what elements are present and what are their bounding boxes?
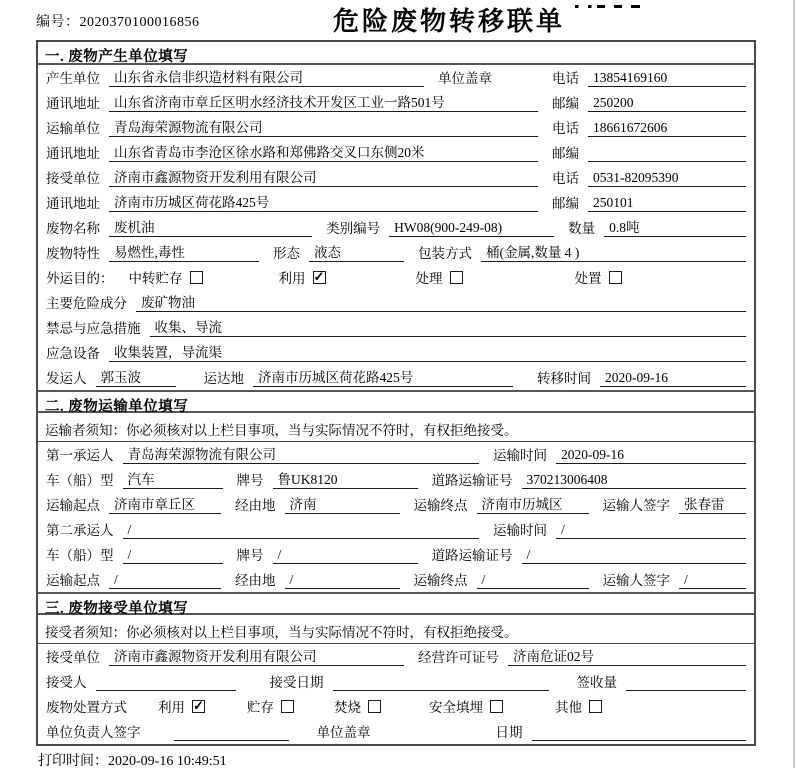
emergency-equipment-row: [38, 340, 754, 365]
disposal-option-utilize-label: 利用: [158, 700, 185, 715]
transport-time1-value: 2020-09-16: [556, 446, 746, 464]
route2-row: [38, 567, 754, 592]
receiver-address-label: 通讯地址: [46, 196, 100, 211]
disposal-option-landfill-label: 安全填埋: [429, 700, 483, 715]
producer-zip-label: 邮编: [552, 96, 579, 111]
packing-value: 桶(金属,数量 4 ): [481, 244, 746, 262]
transporter-address-row: [38, 140, 754, 165]
received-qty-value: [626, 674, 746, 691]
transporter-label: 运输单位: [46, 121, 100, 136]
disposal-landfill-checkbox: [490, 700, 503, 713]
transporter-address-value: 山东省青岛市李沧区徐水路和郑佛路交叉口东侧20米: [109, 144, 538, 162]
waste-character-row: [38, 240, 754, 265]
destination-label: 运达地: [203, 371, 244, 386]
purpose-option-dispose-label: 处置: [574, 271, 602, 286]
receiver-row: [38, 165, 754, 190]
second-carrier-label: 第二承运人: [46, 523, 114, 538]
carrier-sign1-label: 运输人签字: [602, 498, 670, 513]
vehicle1-row: [38, 467, 754, 492]
hazard-component-row: [38, 290, 754, 315]
receiver-zip-value: 250101: [588, 194, 746, 212]
accept-date-value: [333, 674, 549, 691]
date-label: 日期: [495, 725, 523, 740]
section3-heading: 三. 废物接受单位填写: [38, 592, 754, 615]
route1-row: [38, 492, 754, 517]
qr-code-fragment: [575, 0, 655, 8]
disposal-option-utilize: [158, 696, 205, 716]
purpose-option-treat: [416, 267, 463, 287]
producer-seal-label: 单位盖章: [438, 71, 492, 86]
vehicle-type2-value: /: [123, 546, 223, 564]
producer-phone-value: 13854169160: [588, 69, 746, 87]
section2-heading: 二. 废物运输单位填写: [38, 390, 754, 413]
plate1-value: 鲁UK8120: [273, 471, 418, 489]
disposal-option-store: [247, 696, 294, 716]
via1-value: 济南: [285, 496, 400, 514]
transport-time2-value: /: [556, 521, 746, 539]
received-qty-label: 签收量: [576, 675, 617, 690]
print-time: [38, 750, 227, 768]
disposal-utilize-checkbox: ✓: [193, 697, 204, 713]
permit-value: 济南危证02号: [508, 648, 746, 666]
disposal-method-row: [38, 694, 754, 719]
packing-label: 包装方式: [418, 246, 472, 261]
accept-date-label: 接受日期: [269, 675, 324, 690]
disposal-option-incinerate-label: 焚烧: [334, 700, 361, 715]
via2-value: /: [285, 571, 400, 589]
quantity-label: 数量: [568, 221, 596, 236]
waste-form-label: 形态: [273, 246, 300, 261]
second-carrier-value: /: [123, 521, 480, 539]
disposal-option-other: [555, 696, 602, 716]
transporter-notice: 运输者须知：你必须核对以上栏目事项，当与实际情况不符时，有权拒绝接受。: [38, 413, 754, 442]
destination-value: 济南市历城区荷花路425号: [253, 369, 513, 387]
transporter-zip-value: [588, 145, 746, 162]
vehicle-type2-label: 车（船）型: [46, 548, 114, 563]
qr-code-icon: [575, 5, 655, 8]
receiver-notice: 接受者须知：你必须核对以上栏目事项，当与实际情况不符时，有权拒绝接受。: [38, 615, 754, 644]
quantity-value: 0.8吨: [604, 219, 746, 237]
purpose-treat-checkbox: [450, 271, 463, 284]
manager-sign-label: 单位负责人签字: [46, 725, 141, 740]
producer-address-label: 通讯地址: [46, 96, 100, 111]
second-carrier-row: [38, 517, 754, 542]
producer-address-value: 山东省济南市章丘区明水经济技术开发区工业一路501号: [109, 94, 538, 112]
purpose-option-utilize-label: 利用: [278, 271, 306, 286]
first-carrier-label: 第一承运人: [46, 448, 114, 463]
receiver-zip-label: 邮编: [552, 196, 579, 211]
category-value: HW08(900-249-08): [389, 219, 554, 237]
origin2-value: /: [109, 571, 221, 589]
carrier-sign2-label: 运输人签字: [602, 573, 670, 588]
print-time-value: 2020-09-16 10:49:51: [108, 754, 227, 768]
transporter-phone-label: 电话: [552, 121, 579, 136]
carrier-sign1-value: 张春雷: [679, 496, 746, 514]
taboo-measures-value: 收集、导流: [150, 319, 747, 337]
transfer-purpose-label: 外运目的：: [46, 271, 114, 286]
road-license1-value: 370213006408: [522, 471, 747, 489]
producer-row: [38, 65, 754, 90]
disposal-incinerate-checkbox: [368, 700, 381, 713]
purpose-option-storage: [129, 267, 203, 287]
road-license2-value: /: [522, 546, 747, 564]
purpose-option-utilize: [279, 267, 326, 287]
producer-zip-value: 250200: [588, 94, 746, 112]
accept-unit-row: [38, 644, 754, 669]
purpose-option-dispose: [575, 267, 622, 287]
document-number-value: 2020370100016856: [79, 15, 200, 30]
waste-character-value: 易燃性,毒性: [109, 244, 259, 262]
accepter-label: 接受人: [46, 675, 87, 690]
disposal-method-label: 废物处置方式: [46, 700, 127, 715]
shipper-value: 郭玉波: [96, 369, 176, 387]
purpose-option-storage-label: 中转贮存: [128, 271, 183, 286]
receiver-phone-label: 电话: [552, 171, 579, 186]
carrier-sign2-value: /: [679, 571, 746, 589]
shipper-row: [38, 365, 754, 390]
end2-value: /: [477, 571, 589, 589]
waste-name-row: [38, 215, 754, 240]
via2-label: 经由地: [235, 573, 276, 588]
producer-value: 山东省永信非织造材料有限公司: [109, 69, 424, 87]
accepter-row: [38, 669, 754, 694]
purpose-storage-checkbox: [190, 271, 203, 284]
plate2-label: 牌号: [236, 548, 264, 563]
purpose-dispose-checkbox: [609, 271, 622, 284]
transfer-date-label: 转移时间: [537, 371, 591, 386]
waste-name-value: 废机油: [109, 219, 312, 237]
disposal-store-checkbox: [281, 700, 294, 713]
waste-form-value: 液态: [309, 244, 404, 262]
disposal-option-store-label: 贮存: [247, 700, 274, 715]
waste-name-label: 废物名称: [46, 221, 100, 236]
transporter-address-label: 通讯地址: [46, 146, 100, 161]
manifest-form: [36, 40, 756, 746]
origin2-label: 运输起点: [46, 573, 100, 588]
origin1-value: 济南市章丘区: [109, 496, 221, 514]
document-number: [36, 11, 200, 31]
page-title: 危险废物转移联单: [333, 7, 566, 36]
vehicle2-row: [38, 542, 754, 567]
origin1-label: 运输起点: [46, 498, 100, 513]
accepter-value: [96, 674, 236, 691]
category-label: 类别编号: [326, 221, 381, 236]
receiver-value: 济南市鑫源物资开发利用有限公司: [109, 169, 538, 187]
purpose-option-treat-label: 处理: [415, 271, 443, 286]
receiver-label: 接受单位: [46, 171, 100, 186]
producer-address-row: [38, 90, 754, 115]
end2-label: 运输终点: [413, 573, 468, 588]
receiver-address-value: 济南市历城区荷花路425号: [109, 194, 538, 212]
first-carrier-value: 青岛海荣源物流有限公司: [123, 446, 480, 464]
transporter-zip-label: 邮编: [552, 146, 579, 161]
receiver-address-row: [38, 190, 754, 215]
taboo-measures-row: [38, 315, 754, 340]
disposal-other-checkbox: [589, 700, 602, 713]
taboo-measures-label: 禁忌与应急措施: [46, 321, 141, 336]
date-value: [532, 724, 747, 741]
vehicle-type1-value: 汽车: [123, 471, 223, 489]
transporter-phone-value: 18661672606: [588, 119, 746, 137]
disposal-option-landfill: [429, 696, 503, 716]
print-time-label: 打印时间：: [38, 754, 108, 768]
transporter-row: [38, 115, 754, 140]
transport-time1-label: 运输时间: [493, 448, 547, 463]
transport-time2-label: 运输时间: [493, 523, 547, 538]
plate2-value: /: [273, 546, 418, 564]
section1-heading: 一. 废物产生单位填写: [38, 42, 754, 65]
permit-label: 经营许可证号: [418, 650, 499, 665]
emergency-equipment-value: 收集装置，导流渠: [109, 344, 746, 362]
end1-label: 运输终点: [413, 498, 468, 513]
document-number-label: 编号：: [36, 15, 80, 30]
purpose-utilize-checkbox: ✓: [313, 268, 325, 284]
vehicle-type1-label: 车（船）型: [46, 473, 114, 488]
shipper-label: 发运人: [46, 371, 87, 386]
disposal-option-other-label: 其他: [555, 700, 582, 715]
first-carrier-row: [38, 442, 754, 467]
emergency-equipment-label: 应急设备: [46, 346, 100, 361]
accept-unit-value: 济南市鑫源物资开发利用有限公司: [109, 648, 404, 666]
hazard-component-value: 废矿物油: [136, 294, 746, 312]
plate1-label: 牌号: [236, 473, 264, 488]
hazard-component-label: 主要危险成分: [46, 296, 127, 311]
manager-sign-value: [174, 724, 289, 741]
transporter-value: 青岛海荣源物流有限公司: [109, 119, 538, 137]
manager-sign-row: [38, 719, 754, 744]
producer-label: 产生单位: [46, 71, 100, 86]
road-license1-label: 道路运输证号: [431, 473, 513, 488]
waste-character-label: 废物特性: [46, 246, 100, 261]
transfer-date-value: 2020-09-16: [600, 369, 746, 387]
receiver-phone-value: 0531-82095390: [588, 169, 746, 187]
via1-label: 经由地: [235, 498, 276, 513]
disposal-option-incinerate: [334, 696, 381, 716]
road-license2-label: 道路运输证号: [431, 548, 513, 563]
accept-unit-label: 接受单位: [46, 650, 100, 665]
page-right-edge: [793, 0, 795, 768]
end1-value: 济南市历城区: [477, 496, 589, 514]
transfer-purpose-row: [38, 265, 754, 290]
producer-phone-label: 电话: [552, 71, 579, 86]
unit-seal-label: 单位盖章: [316, 725, 371, 740]
